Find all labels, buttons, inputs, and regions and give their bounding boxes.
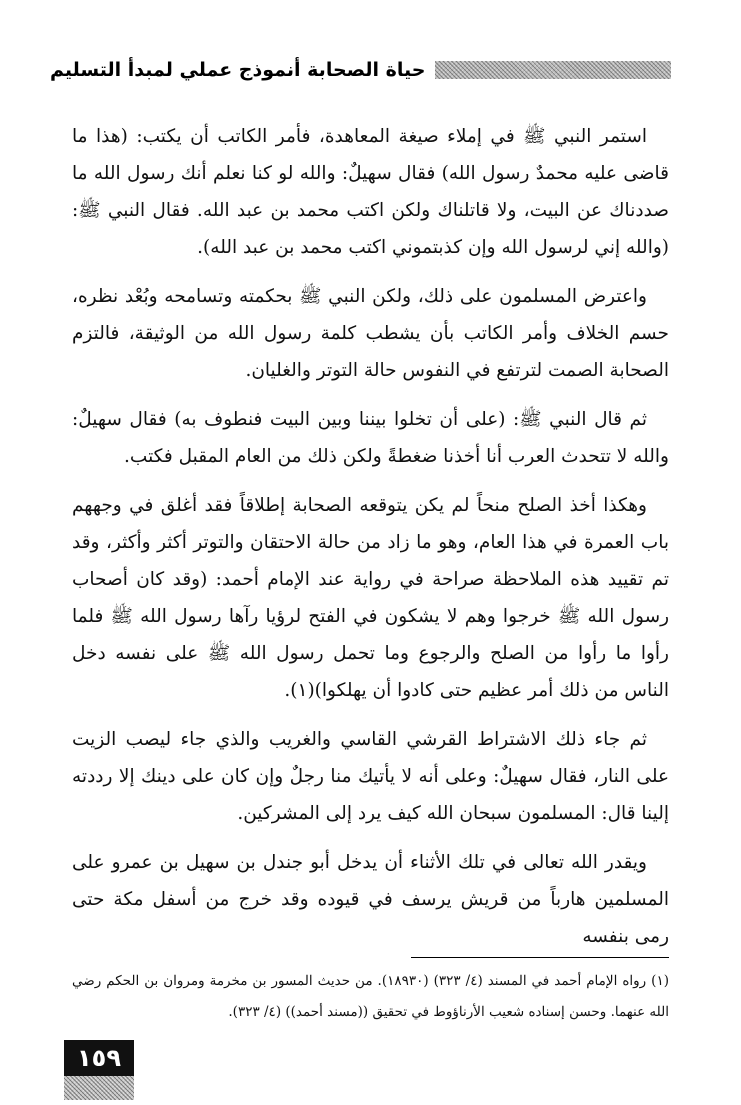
- paragraph: واعترض المسلمون على ذلك، ولكن النبي ﷺ بحكمته وتسامحه وبُعْد نظره، حسم الخلاف وأمر الكاتب بأن يشطب كلمة رسول الله من الوثيقة، فالتزم الصحابة الصمت لترتفع في النفوس حالة التوتر والغليان.: [72, 286, 669, 381]
- page-number-pattern: [64, 1076, 134, 1100]
- paragraph: ثم جاء ذلك الاشتراط القرشي القاسي والغريب والذي جاء ليصب الزيت على النار، فقال سهيلٌ: وعلى أنه لا يأتيك منا رجلٌ وإن كان على دينك إلا رددته إلينا قال: المسلمون سبحان الله كيف يرد إلى المشركين.: [72, 729, 669, 824]
- paragraph: وهكذا أخذ الصلح منحاً لم يكن يتوقعه الصحابة إطلاقاً فقد أغلق في وجههم باب العمرة في هذا العام، وهو ما زاد من حالة الاحتقان والتوتر أكثر وأكثر، وقد تم تقييد هذه الملاحظة صراحة في رواية عند الإمام أحمد: (وقد كان أصحاب رسول الله ﷺ خرجوا وهم لا يشكون في الفتح لرؤيا رآها رسول الله ﷺ فلما رأوا ما رأوا من الصلح والرجوع وما تحمل رسول الله ﷺ على نفسه دخل الناس من ذلك أمر عظيم حتى كادوا أن يهلكوا)(١).: [72, 495, 669, 701]
- header-decorative-bar: [435, 61, 671, 79]
- footnote-text: (١) رواه الإمام أحمد في المسند (٤/ ٣٢٣) (١٨٩٣٠). من حديث المسور بن مخرمة ومروان بن الحكم رضي الله عنهما. وحسن إسناده شعيب الأرناؤوط في تحقيق ((مسند أحمد)) (٤/ ٣٢٣).: [72, 973, 669, 1020]
- running-header: [50, 52, 671, 88]
- page-number: ١٥٩: [64, 1040, 134, 1076]
- footnote-separator: [411, 957, 669, 958]
- paragraph: ويقدر الله تعالى في تلك الأثناء أن يدخل أبو جندل بن سهيل بن عمرو على المسلمين هارباً من قريش يرسف في قيوده وقد خرج من أسفل مكة حتى رمى بنفسه: [72, 852, 669, 947]
- paragraph: استمر النبي ﷺ في إملاء صيغة المعاهدة، فأمر الكاتب أن يكتب: (هذا ما قاضى عليه محمدٌ رسول الله) فقال سهيلٌ: والله لو كنا نعلم أنك رسول الله ما صددناك عن البيت، ولا قاتلناك ولكن اكتب محمد بن عبد الله. فقال النبي ﷺ: (والله إني لرسول الله وإن كذبتموني اكتب محمد بن عبد الله).: [72, 126, 669, 258]
- footnote: [72, 966, 669, 1028]
- running-header-title: حياة الصحابة أنموذج عملي لمبدأ التسليم: [50, 59, 426, 81]
- page-body: [72, 118, 669, 955]
- paragraph: ثم قال النبي ﷺ: (على أن تخلوا بيننا وبين البيت فنطوف به) فقال سهيلٌ: والله لا تتحدث العرب أنا أخذنا ضغطةً ولكن ذلك من العام المقبل فكتب.: [72, 409, 669, 467]
